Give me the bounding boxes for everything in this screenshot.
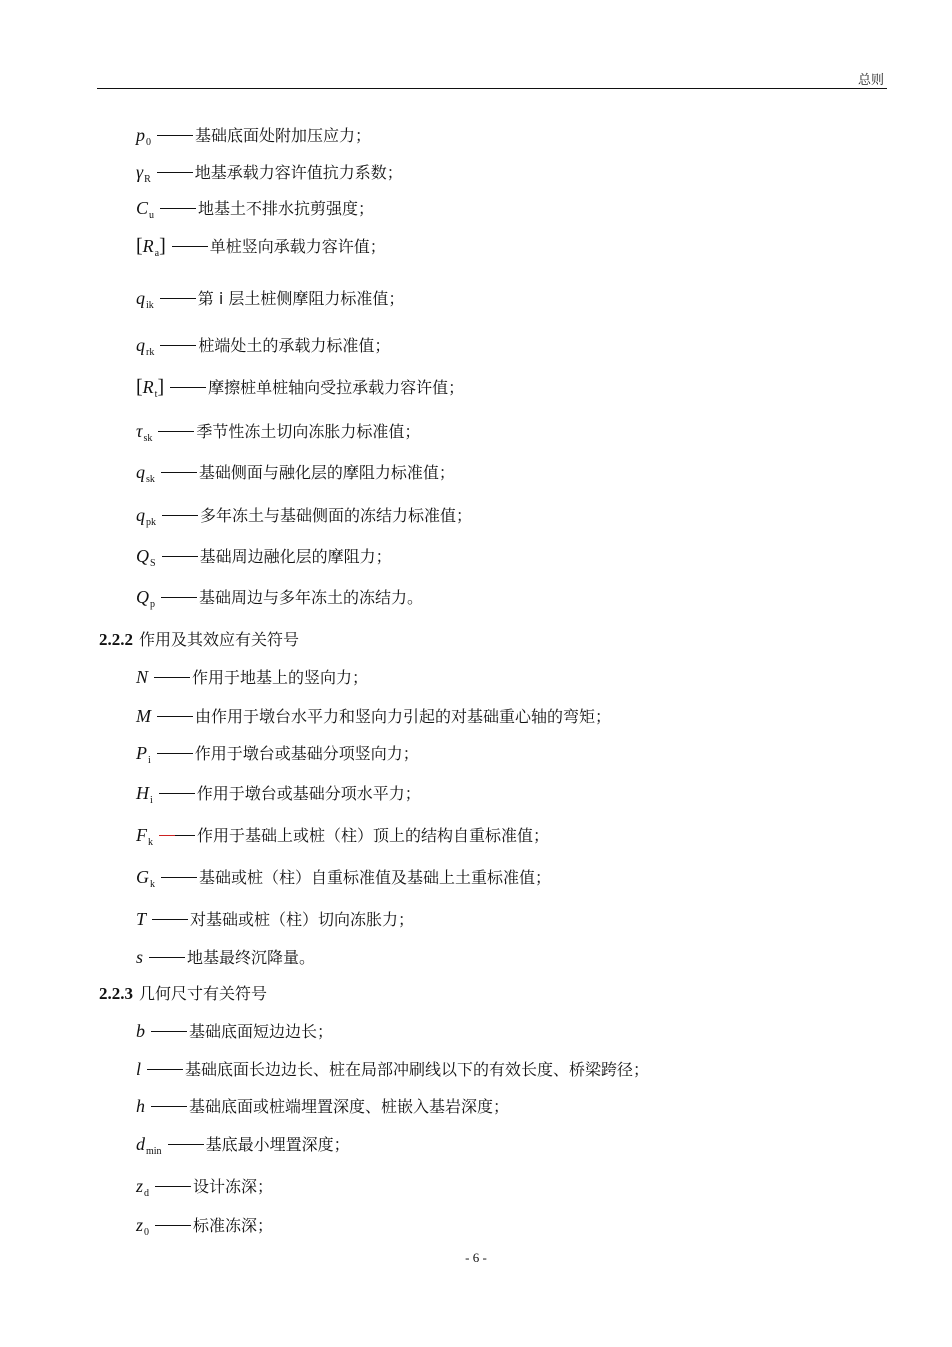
symbol-subscript: p [150, 599, 155, 610]
symbol-definition [136, 1018, 333, 1044]
em-dash-separator [151, 1031, 187, 1032]
em-dash-separator [159, 793, 195, 794]
em-dash-separator [159, 835, 195, 836]
em-dash-separator [147, 1069, 183, 1070]
symbol-description: 作用于基础上或桩（柱）顶上的结构自重标准值； [197, 826, 550, 845]
symbol-letter: C [136, 198, 149, 218]
symbol [136, 587, 155, 610]
symbol-description: 地基土不排水抗剪强度； [198, 199, 375, 218]
symbol-definition [136, 944, 315, 970]
symbol-letter: N [136, 667, 149, 687]
symbol-subscript: i [148, 755, 151, 766]
symbol-subscript: sk [146, 474, 155, 485]
symbol-letter: Q [136, 546, 149, 566]
symbol-description: 基础底面短边边长； [189, 1022, 334, 1041]
bracket-left: [ [136, 376, 143, 398]
symbol [136, 667, 148, 687]
symbol-definition [136, 703, 611, 729]
symbol-subscript: 0 [146, 137, 151, 148]
symbol-subscript: u [149, 210, 155, 221]
em-dash-separator [160, 298, 196, 299]
symbol [136, 1134, 162, 1157]
symbol-definition [136, 1093, 509, 1119]
em-dash-separator [162, 515, 198, 516]
symbol-letter: G [136, 867, 149, 887]
symbol [136, 825, 153, 848]
symbol-subscript: k [150, 879, 155, 890]
running-header: 总则 [857, 73, 884, 88]
em-dash-separator [155, 1186, 191, 1187]
symbol-letter: z [136, 1215, 144, 1235]
symbol-letter: q [136, 505, 145, 525]
bracket-right: ] [159, 235, 166, 257]
symbol [136, 743, 151, 766]
em-dash-separator [149, 957, 185, 958]
symbol-definition [136, 822, 549, 848]
symbol-definition [136, 285, 404, 311]
em-dash-separator [154, 677, 190, 678]
section-heading-2-2-2 [99, 627, 299, 653]
em-dash-separator [172, 246, 208, 247]
symbol-letter: q [136, 462, 145, 482]
em-dash-separator [157, 172, 193, 173]
symbol-letter: R [142, 377, 154, 397]
symbol-definition [136, 1212, 273, 1238]
bracket-right: ] [157, 376, 165, 398]
symbol-description: 基础底面或桩端埋置深度、桩嵌入基岩深度； [189, 1097, 510, 1116]
symbol-subscript: min [146, 1146, 162, 1157]
symbol-definition [136, 159, 403, 185]
symbol-definition [136, 233, 386, 259]
symbol [136, 947, 143, 967]
symbol-letter: b [136, 1021, 145, 1041]
symbol [136, 867, 155, 890]
symbol-letter: R [142, 236, 154, 256]
symbol-letter: τ [136, 421, 143, 441]
symbol [136, 462, 155, 485]
symbol-subscript: a [154, 248, 160, 259]
symbol [136, 1059, 141, 1079]
symbol-subscript: 0 [144, 1227, 150, 1238]
symbol-subscript: S [150, 558, 156, 569]
symbol-letter: q [136, 288, 145, 308]
symbol-letter: z [136, 1176, 144, 1196]
em-dash-separator [157, 716, 193, 717]
symbol [136, 235, 166, 259]
header-rule [97, 88, 887, 89]
symbol-subscript: R [144, 174, 151, 185]
em-dash-separator [170, 387, 206, 388]
symbol-description: 作用于墩台或基础分项竖向力； [194, 744, 419, 763]
em-dash-separator [162, 556, 198, 557]
symbol-description: 基础底面长边边长、桩在局部冲刷线以下的有效长度、桥梁跨径； [185, 1060, 650, 1079]
symbol-definition [136, 864, 551, 890]
symbol-definition [136, 543, 392, 569]
section-title: 作用及其效应有关符号 [139, 630, 300, 649]
symbol-description: 地基最终沉降量。 [187, 948, 316, 967]
symbol-description: 第 i 层土桩侧摩阻力标准值； [197, 289, 405, 308]
page-number: - 6 - [465, 1250, 487, 1265]
em-dash-separator [152, 919, 188, 920]
symbol-letter: M [136, 706, 151, 726]
em-dash-separator [160, 345, 196, 346]
symbol-description: 基础周边与多年冻土的冻结力。 [199, 588, 424, 607]
symbol [136, 335, 155, 358]
symbol-definition [136, 906, 414, 932]
em-dash-separator [157, 753, 193, 754]
symbol-subscript: rk [146, 347, 155, 358]
symbol [136, 1215, 150, 1238]
em-dash-separator [151, 1106, 187, 1107]
symbol-definition [136, 459, 455, 485]
symbol-definition [136, 122, 371, 148]
symbol-definition [136, 374, 464, 400]
symbol-subscript: k [148, 837, 153, 848]
symbol-subscript: t [154, 389, 158, 400]
bracket-left: [ [136, 235, 143, 257]
em-dash-separator [161, 597, 197, 598]
symbol-definition [136, 1056, 649, 1082]
symbol-letter: q [136, 335, 145, 355]
symbol-definition [136, 1173, 273, 1199]
symbol-subscript: ik [146, 300, 154, 311]
symbol-description: 由作用于墩台水平力和竖向力引起的对基础重心轴的弯矩； [195, 707, 612, 726]
symbol-definition [136, 502, 472, 528]
symbol-description: 基础侧面与融化层的摩阻力标准值； [198, 463, 455, 482]
symbol [136, 706, 151, 726]
symbol-letter: P [136, 743, 147, 763]
symbol-subscript: pk [146, 517, 156, 528]
symbol-letter: Q [136, 587, 149, 607]
em-dash-separator [161, 472, 197, 473]
symbol-description: 基底最小埋置深度； [205, 1135, 350, 1154]
symbol-description: 基础底面处附加压应力； [195, 126, 372, 145]
section-heading-2-2-3 [99, 981, 267, 1007]
symbol [136, 546, 156, 569]
symbol-definition [136, 332, 390, 358]
symbol [136, 421, 153, 444]
symbol-description: 单桩竖向承载力容许值； [209, 237, 386, 256]
symbol [136, 198, 155, 221]
symbol [136, 376, 165, 400]
section-number: 2.2.2 [99, 630, 133, 649]
symbol [136, 162, 151, 185]
em-dash-separator [168, 1144, 204, 1145]
symbol-letter: T [136, 909, 147, 929]
em-dash-separator [161, 877, 197, 878]
symbol-description: 作用于地基上的竖向力； [192, 668, 369, 687]
symbol-definition [136, 780, 421, 806]
symbol-description: 基础周边融化层的摩阻力； [199, 547, 392, 566]
symbol-definition [136, 418, 420, 444]
em-dash-separator [158, 431, 194, 432]
symbol-description: 作用于墩台或基础分项水平力； [196, 784, 421, 803]
symbol [136, 1096, 145, 1116]
symbol-letter: d [136, 1134, 145, 1154]
symbol [136, 1021, 145, 1041]
symbol-letter: p [136, 125, 145, 145]
symbol-description: 季节性冻土切向冻胀力标准值； [196, 422, 421, 441]
symbol-letter: s [136, 947, 144, 967]
symbol-letter: H [136, 783, 149, 803]
symbol-letter: F [136, 825, 147, 845]
symbol [136, 125, 151, 148]
em-dash-separator [155, 1225, 191, 1226]
section-title: 几何尺寸有关符号 [139, 984, 268, 1003]
symbol [136, 505, 156, 528]
symbol [136, 783, 153, 806]
symbol-definition [136, 1131, 350, 1157]
symbol-description: 摩擦桩单桩轴向受拉承载力容许值； [208, 378, 465, 397]
symbol-description: 标准冻深； [193, 1216, 274, 1235]
section-number: 2.2.3 [99, 984, 133, 1003]
symbol-description: 桩端处土的承载力标准值； [198, 336, 391, 355]
symbol-definition [136, 740, 419, 766]
symbol-letter: γ [136, 162, 144, 182]
symbol [136, 909, 146, 929]
symbol-definition [136, 195, 374, 221]
symbol-subscript: i [150, 795, 153, 806]
symbol-description: 设计冻深； [193, 1177, 274, 1196]
symbol [136, 288, 154, 311]
symbol-letter: h [136, 1096, 145, 1116]
symbol-description: 地基承载力容许值抗力系数； [194, 163, 403, 182]
symbol-definition [136, 664, 368, 690]
em-dash-separator [160, 208, 196, 209]
symbol [136, 1176, 150, 1199]
symbol-description: 多年冻土与基础侧面的冻结力标准值； [200, 506, 473, 525]
symbol-description: 对基础或桩（柱）切向冻胀力； [190, 910, 415, 929]
symbol-subscript: sk [143, 433, 153, 444]
em-dash-separator [157, 135, 193, 136]
symbol-description: 基础或桩（柱）自重标准值及基础上土重标准值； [199, 868, 552, 887]
symbol-subscript: d [144, 1188, 150, 1199]
symbol-definition [136, 584, 423, 610]
symbol-letter: l [136, 1059, 142, 1079]
